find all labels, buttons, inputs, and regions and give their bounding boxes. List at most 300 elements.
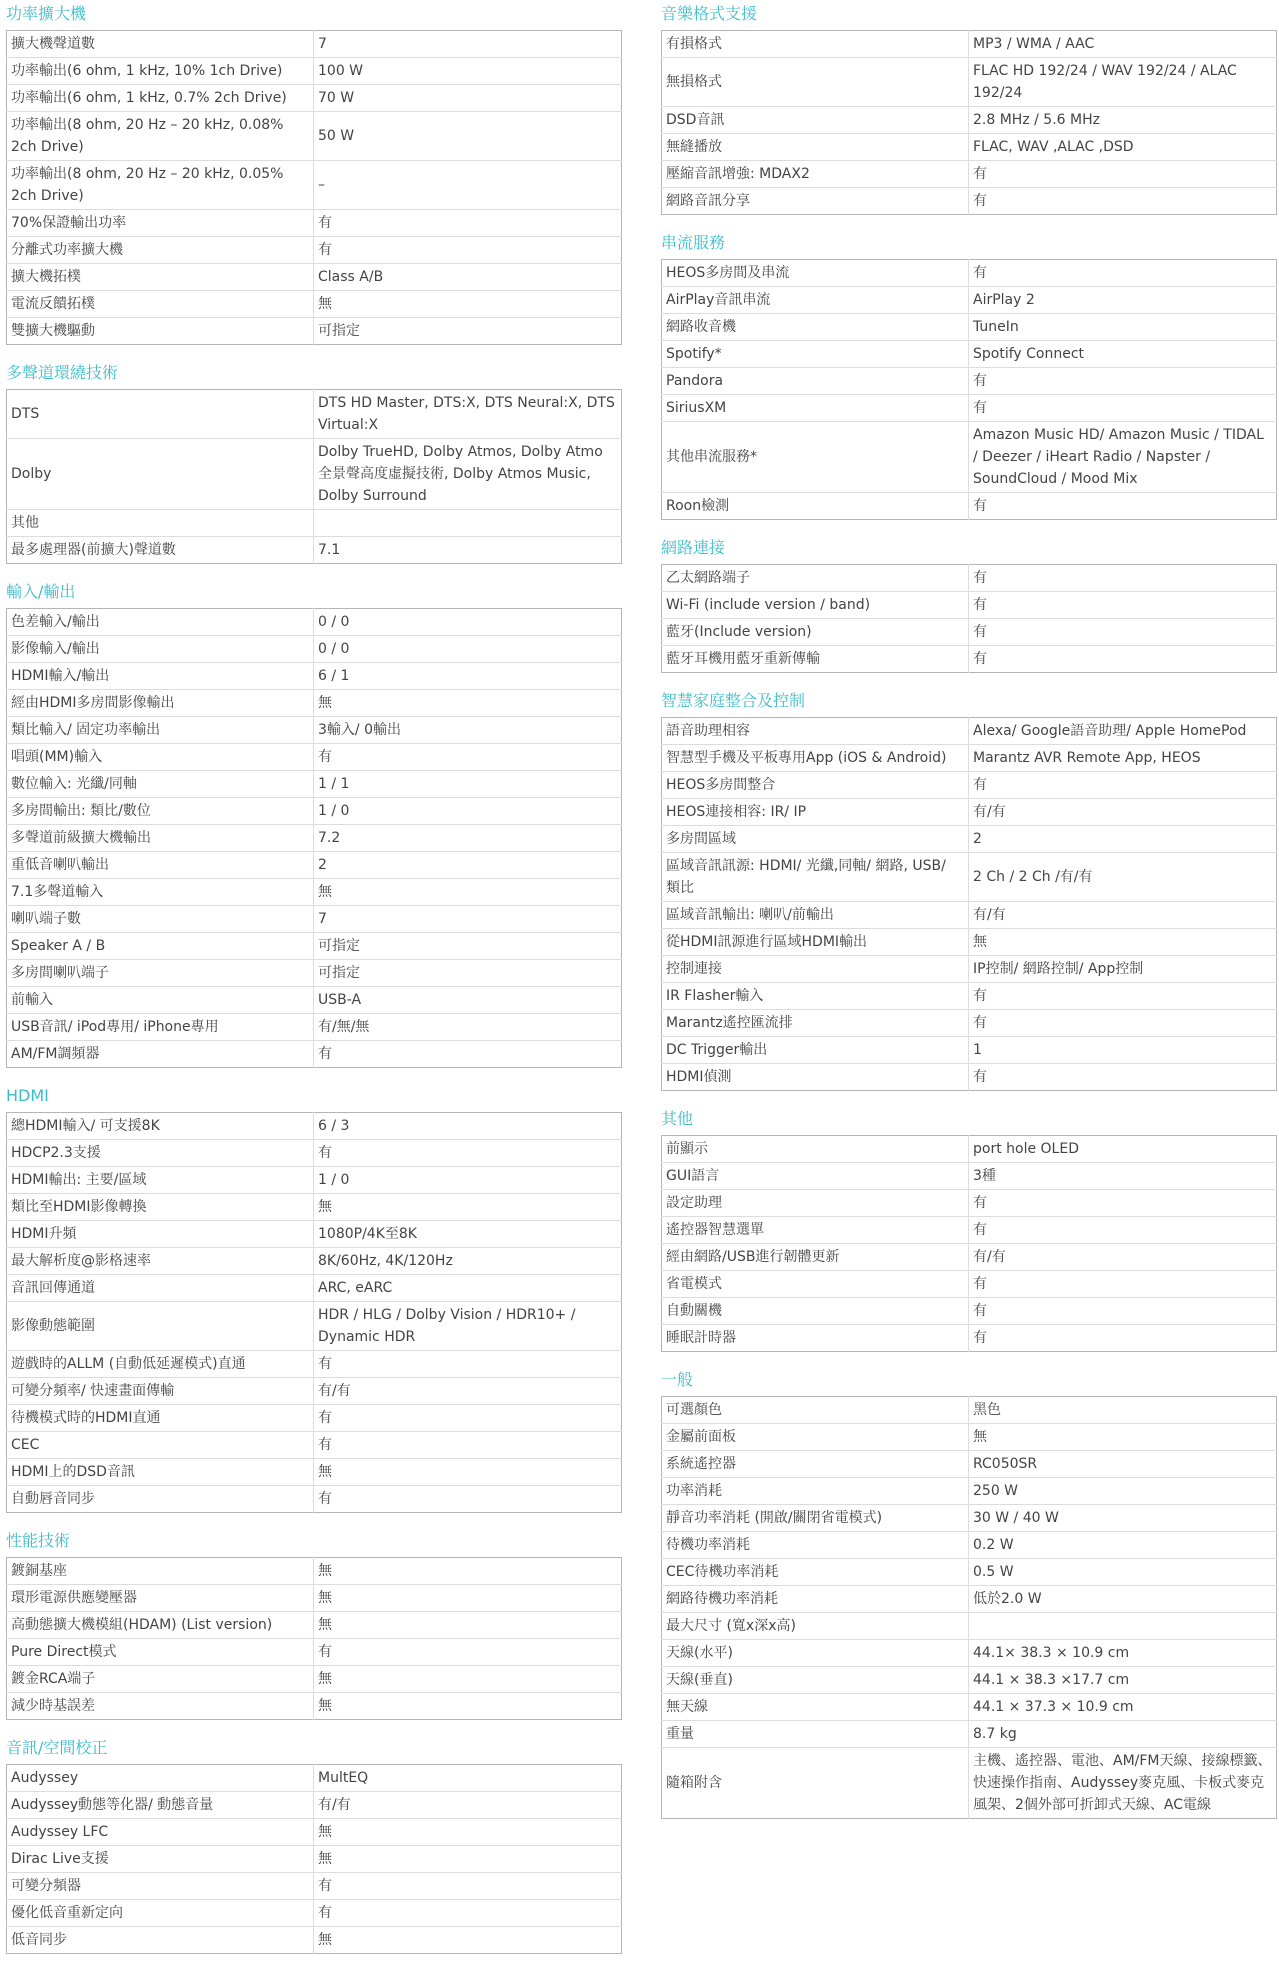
spec-value: 有 [973, 498, 987, 514]
spec-value: 有 [969, 368, 1277, 395]
spec-label: 高動態擴大機模組(HDAM) (List version) [7, 1612, 314, 1639]
table-row [7, 1248, 622, 1275]
spec-label: 天線(水平) [662, 1640, 969, 1667]
spec-label: 雙擴大機驅動 [7, 318, 314, 345]
spec-label: Speaker A / B [7, 933, 314, 960]
spec-value: 7 [314, 906, 622, 933]
spec-label: 網路待機功率消耗 [662, 1586, 969, 1613]
spec-value: 有 [969, 1217, 1277, 1244]
spec-label: 無損格式 [662, 58, 969, 107]
table-row [662, 1694, 1277, 1721]
table-row [7, 318, 622, 345]
spec-value: 有 [973, 193, 987, 209]
spec-value: ARC, eARC [314, 1275, 622, 1302]
spec-label: HDMI偵測 [662, 1064, 969, 1091]
table-row [662, 58, 1277, 107]
spec-value: 有 [318, 1046, 332, 1062]
table-row [7, 1432, 622, 1459]
table-row [7, 1846, 622, 1873]
spec-value: 有 [314, 1405, 622, 1432]
spec-label: 網路音訊分享 [662, 188, 969, 215]
spec-value: 無 [314, 1194, 622, 1221]
spec-value: 低於2.0 W [969, 1586, 1277, 1613]
spec-table [661, 717, 1277, 1091]
spec-label: 最大解析度@影格速率 [7, 1248, 314, 1275]
spec-value: 無 [314, 1585, 622, 1612]
table-row [662, 1667, 1277, 1694]
spec-value: 有 [314, 1900, 622, 1927]
spec-value: 有 [969, 592, 1277, 619]
table-row [662, 1325, 1277, 1352]
spec-label: HEOS多房間整合 [662, 772, 969, 799]
spec-label: 經由網路/USB進行韌體更新 [662, 1244, 969, 1271]
spec-label: SiriusXM [662, 395, 969, 422]
table-row [662, 31, 1277, 58]
table-row [662, 1244, 1277, 1271]
spec-value: 3輸入/ 0輸出 [314, 717, 622, 744]
spec-label: 功率輸出(6 ohm, 1 kHz, 10% 1ch Drive) [7, 58, 314, 85]
spec-value: DTS HD Master, DTS:X, DTS Neural:X, DTS Virtual:X [314, 390, 622, 439]
spec-label: 有損格式 [662, 31, 969, 58]
table-row [7, 1927, 622, 1954]
table-row [662, 368, 1277, 395]
table-row [7, 1612, 622, 1639]
spec-label: 擴大機拓樸 [7, 264, 314, 291]
spec-label: Spotify* [662, 341, 969, 368]
spec-value: 有 [973, 1330, 987, 1346]
table-row [7, 1113, 622, 1140]
spec-label: 最多處理器(前擴大)聲道數 [7, 537, 314, 564]
spec-value: 有/有 [314, 1792, 622, 1819]
spec-value: 可指定 [318, 323, 360, 339]
table-row [662, 260, 1277, 287]
spec-value: Dolby TrueHD, Dolby Atmos, Dolby Atmo 全景聲高度虛擬技術, Dolby Atmos Music, Dolby Surround [314, 439, 622, 510]
spec-label: 壓縮音訊增強: MDAX2 [662, 161, 969, 188]
table-row [662, 799, 1277, 826]
spec-value: 有 [314, 210, 622, 237]
spec-label: 其他 [7, 510, 314, 537]
spec-value: 0 / 0 [314, 609, 622, 636]
spec-label: 設定助理 [662, 1190, 969, 1217]
table-row [7, 1275, 622, 1302]
table-row [7, 1405, 622, 1432]
spec-label: 區域音訊訊源: HDMI/ 光纖,同軸/ 網路, USB/ 類比 [662, 853, 969, 902]
table-row [7, 291, 622, 318]
spec-label: Audyssey動態等化器/ 動態音量 [7, 1792, 314, 1819]
spec-value: AirPlay 2 [969, 287, 1277, 314]
spec-value: 6 / 1 [314, 663, 622, 690]
spec-label: Wi-Fi (include version / band) [662, 592, 969, 619]
spec-label: GUI語言 [662, 1163, 969, 1190]
spec-value: 有 [969, 1190, 1277, 1217]
spec-label: 色差輸入/輸出 [7, 609, 314, 636]
spec-label: 功率輸出(8 ohm, 20 Hz – 20 kHz, 0.05% 2ch Drive) [7, 161, 314, 210]
section-title: 功率擴大機 [6, 4, 87, 23]
spec-value: FLAC, WAV ,ALAC ,DSD [969, 134, 1277, 161]
spec-value: 1 / 0 [314, 1167, 622, 1194]
spec-value: 有 [969, 983, 1277, 1010]
spec-value: Alexa/ Google語音助理/ Apple HomePod [969, 718, 1277, 745]
spec-label: 省電模式 [662, 1271, 969, 1298]
table-row [7, 237, 622, 264]
spec-label: 網路收音機 [662, 314, 969, 341]
spec-label: USB音訊/ iPod專用/ iPhone專用 [7, 1014, 314, 1041]
table-row [7, 1639, 622, 1666]
table-row [7, 1378, 622, 1405]
table-row [662, 161, 1277, 188]
spec-value: 8.7 kg [969, 1721, 1277, 1748]
table-row [662, 1397, 1277, 1424]
spec-value: 2 [314, 852, 622, 879]
spec-value: – [314, 161, 622, 210]
section-title: 一般 [661, 1370, 694, 1389]
spec-label: 多房間區域 [662, 826, 969, 853]
spec-label: CEC待機功率消耗 [662, 1559, 969, 1586]
table-row [7, 744, 622, 771]
spec-value: 44.1× 38.3 × 10.9 cm [969, 1640, 1277, 1667]
spec-value: 有 [314, 1351, 622, 1378]
table-row [662, 853, 1277, 902]
spec-label: Roon檢測 [662, 493, 969, 520]
spec-value: TuneIn [969, 314, 1277, 341]
table-row [662, 1271, 1277, 1298]
spec-value: 有 [314, 237, 622, 264]
spec-table [6, 1764, 622, 1954]
spec-value: MultEQ [314, 1765, 622, 1792]
table-row [662, 1190, 1277, 1217]
spec-label: 鍍銅基座 [7, 1558, 314, 1585]
spec-value: 有 [314, 744, 622, 771]
spec-label: 重量 [662, 1721, 969, 1748]
spec-label: IR Flasher輸入 [662, 983, 969, 1010]
table-row [7, 210, 622, 237]
spec-value: 有 [314, 1873, 622, 1900]
table-row [7, 798, 622, 825]
spec-label: 可變分頻率/ 快速畫面傳輸 [7, 1378, 314, 1405]
spec-label: 前輸入 [7, 987, 314, 1014]
spec-label: 系統遙控器 [662, 1451, 969, 1478]
spec-label: 70%保證輸出功率 [7, 210, 314, 237]
spec-label: Audyssey [7, 1765, 314, 1792]
section-title: 其他 [661, 1109, 694, 1128]
spec-label: HDMI上的DSD音訊 [7, 1459, 314, 1486]
spec-label: 前顯示 [662, 1136, 969, 1163]
table-row [7, 771, 622, 798]
spec-table [661, 1135, 1277, 1352]
spec-label: HDMI升頻 [7, 1221, 314, 1248]
spec-label: 多房間輸出: 類比/數位 [7, 798, 314, 825]
spec-value: 1 / 0 [314, 798, 622, 825]
spec-label: 影像動態範圍 [7, 1302, 314, 1351]
section-title: HDMI [6, 1086, 49, 1105]
spec-label: 藍牙耳機用藍牙重新傳輸 [662, 646, 969, 673]
spec-value: 7 [314, 31, 622, 58]
section-title: 網路連接 [661, 538, 726, 557]
spec-value: 無 [314, 879, 622, 906]
spec-value: 30 W / 40 W [969, 1505, 1277, 1532]
spec-table [6, 389, 622, 564]
table-row [662, 341, 1277, 368]
table-row [662, 565, 1277, 592]
table-row [662, 646, 1277, 673]
table-row [7, 1041, 622, 1068]
spec-value: 有 [969, 1010, 1277, 1037]
spec-label: 最大尺寸 (寬x深x高) [662, 1613, 969, 1640]
table-row [7, 663, 622, 690]
table-row [7, 960, 622, 987]
table-row [662, 1217, 1277, 1244]
spec-label: 類比輸入/ 固定功率輸出 [7, 717, 314, 744]
table-row [662, 983, 1277, 1010]
table-row [7, 1194, 622, 1221]
spec-value: 有/有 [969, 799, 1277, 826]
spec-value: 無 [318, 1932, 332, 1948]
table-row [662, 1748, 1277, 1819]
table-row [662, 619, 1277, 646]
table-row [7, 1351, 622, 1378]
table-row [662, 1298, 1277, 1325]
spec-label: HEOS多房間及串流 [662, 260, 969, 287]
spec-value: 有 [969, 260, 1277, 287]
table-row [7, 1167, 622, 1194]
spec-value: 8K/60Hz, 4K/120Hz [314, 1248, 622, 1275]
spec-value: 有 [969, 619, 1277, 646]
spec-table [661, 259, 1277, 520]
spec-value: 有 [314, 1432, 622, 1459]
spec-value: 無 [314, 1666, 622, 1693]
spec-value: Amazon Music HD/ Amazon Music / TIDAL / Deezer / iHeart Radio / Napster / SoundCloud / Mood Mix [969, 422, 1277, 493]
spec-value: 44.1 × 37.3 × 10.9 cm [969, 1694, 1277, 1721]
table-row [7, 85, 622, 112]
spec-value: 2.8 MHz / 5.6 MHz [969, 107, 1277, 134]
section-title: 音訊/空間校正 [6, 1738, 108, 1757]
table-row [662, 1721, 1277, 1748]
spec-value: 無 [314, 1558, 622, 1585]
table-row [7, 1459, 622, 1486]
spec-value: 無 [314, 1459, 622, 1486]
spec-column-right [661, 0, 1277, 1833]
spec-label: 遊戲時的ALLM (自動低延遲模式)直通 [7, 1351, 314, 1378]
table-row [662, 1163, 1277, 1190]
table-row [662, 1559, 1277, 1586]
spec-value: FLAC HD 192/24 / WAV 192/24 / ALAC 192/24 [969, 58, 1277, 107]
spec-value: 1 / 1 [314, 771, 622, 798]
spec-value: 有 [314, 1140, 622, 1167]
spec-value: 0.5 W [969, 1559, 1277, 1586]
spec-label: AirPlay音訊串流 [662, 287, 969, 314]
spec-label: 唱頭(MM)輸入 [7, 744, 314, 771]
spec-value: 有 [969, 395, 1277, 422]
table-row [7, 717, 622, 744]
table-row [7, 825, 622, 852]
spec-value: 無 [314, 690, 622, 717]
spec-value: RC050SR [969, 1451, 1277, 1478]
spec-value: 1080P/4K至8K [314, 1221, 622, 1248]
spec-label: 天線(垂直) [662, 1667, 969, 1694]
spec-value: HDR / HLG / Dolby Vision / HDR10+ / Dynamic HDR [314, 1302, 622, 1351]
table-row [662, 772, 1277, 799]
spec-label: 自動唇音同步 [7, 1486, 314, 1513]
spec-value: 有/有 [314, 1378, 622, 1405]
spec-value: 無 [969, 1424, 1277, 1451]
spec-value: IP控制/ 網路控制/ App控制 [969, 956, 1277, 983]
spec-value: 有/有 [969, 902, 1277, 929]
table-row [662, 134, 1277, 161]
spec-value: 有 [969, 772, 1277, 799]
spec-value: 有 [973, 651, 987, 667]
table-row [7, 1900, 622, 1927]
spec-value: Class A/B [314, 264, 622, 291]
table-row [662, 718, 1277, 745]
spec-label: AM/FM調頻器 [7, 1041, 314, 1068]
spec-label: 遙控器智慧選單 [662, 1217, 969, 1244]
spec-value: 可指定 [314, 933, 622, 960]
spec-label: 其他串流服務* [662, 422, 969, 493]
spec-table [6, 1557, 622, 1720]
spec-label: HDCP2.3支援 [7, 1140, 314, 1167]
spec-label: 藍牙(Include version) [662, 619, 969, 646]
spec-label: Marantz遙控匯流排 [662, 1010, 969, 1037]
table-row [7, 1014, 622, 1041]
table-row [7, 161, 622, 210]
table-row [7, 1693, 622, 1720]
spec-label: Audyssey LFC [7, 1819, 314, 1846]
table-row [7, 1765, 622, 1792]
spec-label: 影像輸入/輸出 [7, 636, 314, 663]
section-title: 音樂格式支援 [661, 4, 758, 23]
spec-value: 無 [318, 1698, 332, 1714]
section-title: 串流服務 [661, 233, 726, 252]
table-row [7, 1666, 622, 1693]
spec-label: 經由HDMI多房間影像輸出 [7, 690, 314, 717]
spec-value: 有 [973, 1069, 987, 1085]
spec-value: 44.1 × 38.3 ×17.7 cm [969, 1667, 1277, 1694]
table-row [662, 826, 1277, 853]
spec-label: 總HDMI輸入/ 可支援8K [7, 1113, 314, 1140]
spec-label: 鍍金RCA端子 [7, 1666, 314, 1693]
spec-value: 0 / 0 [314, 636, 622, 663]
table-row [7, 264, 622, 291]
spec-label: 睡眠計時器 [662, 1325, 969, 1352]
spec-label: 多房間喇叭端子 [7, 960, 314, 987]
spec-value [969, 1613, 1277, 1640]
spec-value: 無 [314, 1819, 622, 1846]
table-row [662, 592, 1277, 619]
spec-label: 7.1多聲道輸入 [7, 879, 314, 906]
table-row [7, 58, 622, 85]
spec-label: 控制連接 [662, 956, 969, 983]
spec-table [6, 30, 622, 345]
spec-label: 重低音喇叭輸出 [7, 852, 314, 879]
table-row [7, 690, 622, 717]
spec-table [661, 1396, 1277, 1819]
spec-value: 70 W [314, 85, 622, 112]
spec-value: 50 W [314, 112, 622, 161]
spec-value: 有 [969, 161, 1277, 188]
spec-value: MP3 / WMA / AAC [969, 31, 1277, 58]
spec-value: USB-A [314, 987, 622, 1014]
spec-label: 可變分頻器 [7, 1873, 314, 1900]
section-title: 智慧家庭整合及控制 [661, 691, 806, 710]
spec-label: 喇叭端子數 [7, 906, 314, 933]
table-row [662, 1136, 1277, 1163]
table-row [7, 1585, 622, 1612]
spec-value: 有/無/無 [314, 1014, 622, 1041]
spec-label: 自動關機 [662, 1298, 969, 1325]
spec-label: 數位輸入: 光纖/同軸 [7, 771, 314, 798]
spec-label: HEOS連接相容: IR/ IP [662, 799, 969, 826]
spec-label: 功率消耗 [662, 1478, 969, 1505]
spec-label: 低音同步 [7, 1927, 314, 1954]
spec-value: 黑色 [969, 1397, 1277, 1424]
table-row [662, 1640, 1277, 1667]
table-row [7, 906, 622, 933]
spec-label: 減少時基誤差 [7, 1693, 314, 1720]
spec-value: 250 W [969, 1478, 1277, 1505]
section-title: 輸入/輸出 [6, 582, 76, 601]
table-row [7, 1558, 622, 1585]
spec-label: 功率輸出(8 ohm, 20 Hz – 20 kHz, 0.08% 2ch Drive) [7, 112, 314, 161]
spec-value: 無 [314, 291, 622, 318]
table-row [7, 987, 622, 1014]
spec-value: 2 [969, 826, 1277, 853]
spec-label: Pandora [662, 368, 969, 395]
spec-label: 類比至HDMI影像轉換 [7, 1194, 314, 1221]
spec-label: 無天線 [662, 1694, 969, 1721]
table-row [662, 493, 1277, 520]
spec-label: 擴大機聲道數 [7, 31, 314, 58]
spec-label: 語音助理相容 [662, 718, 969, 745]
spec-value: 1 [969, 1037, 1277, 1064]
spec-value: Marantz AVR Remote App, HEOS [969, 745, 1277, 772]
spec-value: 有 [969, 1271, 1277, 1298]
spec-label: 區域音訊輸出: 喇叭/前輸出 [662, 902, 969, 929]
spec-label: 可選顏色 [662, 1397, 969, 1424]
spec-value: port hole OLED [969, 1136, 1277, 1163]
spec-value: 2 Ch / 2 Ch /有/有 [969, 853, 1277, 902]
spec-value: 無 [314, 1612, 622, 1639]
table-row [7, 112, 622, 161]
spec-label: 優化低音重新定向 [7, 1900, 314, 1927]
table-row [662, 929, 1277, 956]
spec-value: Spotify Connect [969, 341, 1277, 368]
spec-label: HDMI輸出: 主要/區域 [7, 1167, 314, 1194]
spec-label: 乙太網路端子 [662, 565, 969, 592]
spec-value: 7.1 [318, 542, 341, 558]
spec-value: 有 [969, 1298, 1277, 1325]
table-row [7, 1819, 622, 1846]
spec-column-left [6, 0, 622, 1968]
spec-label: Dolby [7, 439, 314, 510]
spec-label: 電流反饋拓樸 [7, 291, 314, 318]
table-row [7, 510, 622, 537]
spec-label: 分離式功率擴大機 [7, 237, 314, 264]
spec-label: 金屬前面板 [662, 1424, 969, 1451]
table-row [662, 314, 1277, 341]
spec-table [661, 564, 1277, 673]
table-row [662, 745, 1277, 772]
spec-label: DSD音訊 [662, 107, 969, 134]
spec-value: 6 / 3 [314, 1113, 622, 1140]
spec-value: 有 [969, 565, 1277, 592]
spec-value: 有 [314, 1639, 622, 1666]
spec-value: 有/有 [969, 1244, 1277, 1271]
spec-label: 環形電源供應變壓器 [7, 1585, 314, 1612]
spec-label: 多聲道前級擴大機輸出 [7, 825, 314, 852]
table-row [7, 609, 622, 636]
spec-label: CEC [7, 1432, 314, 1459]
spec-label: Pure Direct模式 [7, 1639, 314, 1666]
